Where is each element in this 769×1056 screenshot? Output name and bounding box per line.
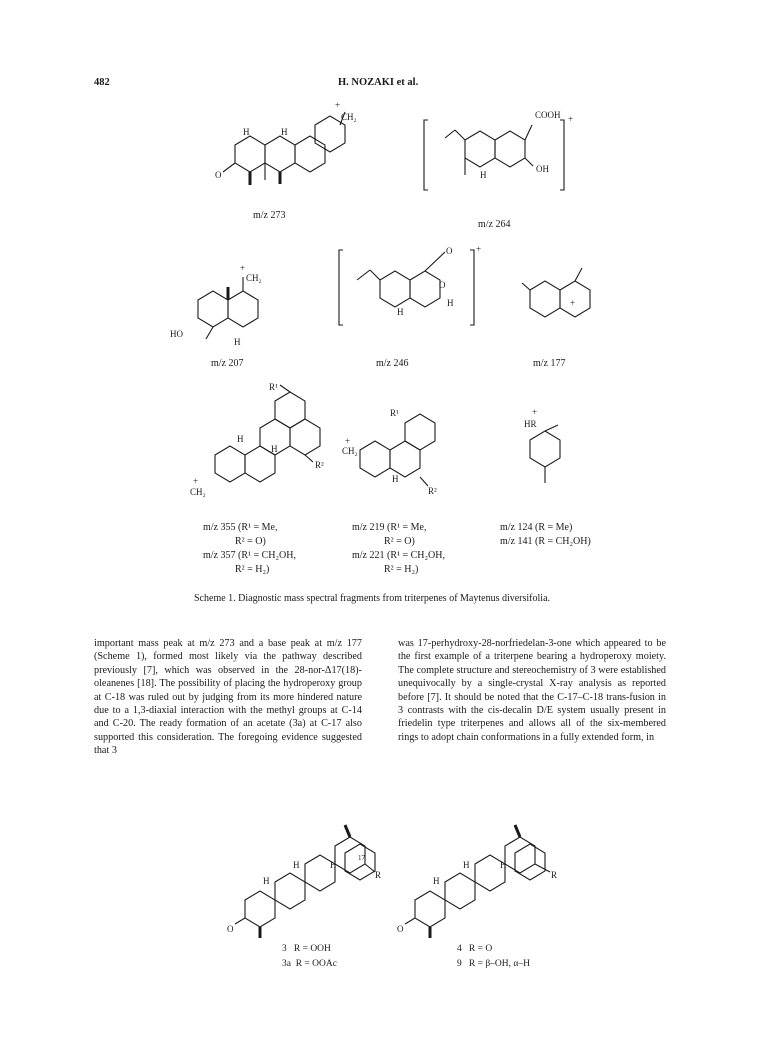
- svg-text:H: H: [263, 876, 270, 886]
- svg-text:H: H: [463, 860, 470, 870]
- svg-text:+: +: [532, 407, 538, 417]
- svg-text:H: H: [392, 474, 399, 484]
- label-m357-b: R² = H₂): [235, 564, 270, 575]
- svg-text:H: H: [237, 434, 244, 444]
- label-m177: m/z 177: [533, 358, 566, 369]
- svg-text:H: H: [500, 860, 507, 870]
- label-m273: m/z 273: [253, 210, 286, 221]
- structure-m264: [420, 100, 580, 200]
- svg-text:HO: HO: [170, 329, 183, 339]
- compound-label-3a: 3a R = OOAc: [282, 959, 337, 969]
- svg-text:R: R: [551, 870, 558, 880]
- svg-text:OH: OH: [536, 164, 549, 174]
- body-right-text: was 17-perhydroxy-28-norfriedelan-3-one which appeared to be the first example of a triterpene bearing a hydroperoxy moiety. The complete structure and stereochemistry of 3 were established unequivocally by a single-crystal X-ray analysis as reported before [7]. It should be noted that the C-17–C-18 trans-fusion in 3 contrasts with the cis-decalin D/E system usually present in friedelin type triterpenes and allows all of the six-membered rings to adopt chain conformations in a fully extended form, in: [398, 638, 666, 743]
- svg-text:R²: R²: [315, 460, 324, 470]
- label-m221-a: m/z 221 (R¹ = CH₂OH,: [352, 550, 445, 561]
- compound-label-4: 4 R = O: [457, 944, 493, 954]
- svg-text:+: +: [335, 100, 341, 110]
- svg-text:COOH: COOH: [535, 110, 561, 120]
- svg-text:H: H: [293, 860, 300, 870]
- svg-text:R¹: R¹: [390, 408, 399, 418]
- svg-text:H: H: [271, 444, 278, 454]
- svg-text:O: O: [227, 924, 234, 934]
- svg-text:O: O: [397, 924, 404, 934]
- svg-text:O: O: [439, 280, 446, 290]
- svg-text:H: H: [281, 127, 288, 137]
- structure-m177: [510, 250, 610, 350]
- svg-text:H: H: [480, 170, 487, 180]
- page-number: 482: [94, 77, 110, 88]
- svg-text:CH₂: CH₂: [246, 273, 262, 283]
- label-m264: m/z 264: [478, 219, 511, 230]
- svg-text:+: +: [476, 244, 482, 254]
- label-m219-a: m/z 219 (R¹ = Me,: [352, 522, 427, 533]
- label-m141: m/z 141 (R = CH₂OH): [500, 536, 591, 547]
- running-title: H. NOZAKI et al.: [338, 77, 419, 88]
- svg-text:17: 17: [358, 854, 365, 862]
- svg-text:+: +: [240, 263, 246, 273]
- svg-text:R: R: [375, 870, 382, 880]
- label-m221-b: R² = H₂): [384, 564, 419, 575]
- svg-text:H: H: [234, 337, 241, 347]
- svg-text:H: H: [433, 876, 440, 886]
- svg-text:+: +: [345, 436, 351, 446]
- body-left-column: [94, 637, 362, 758]
- svg-text:H: H: [447, 298, 454, 308]
- svg-text:R²: R²: [428, 486, 437, 496]
- structure-compound-4: [395, 820, 565, 940]
- label-m355-b: R² = O): [235, 536, 266, 547]
- svg-text:O: O: [446, 246, 453, 256]
- svg-text:H: H: [397, 307, 404, 317]
- structure-m207: [168, 265, 288, 355]
- label-m124: m/z 124 (R = Me): [500, 522, 573, 533]
- body-left-text: important mass peak at m/z 273 and a base peak at m/z 177 (Scheme 1), formed most likely via the pathway described previously [7], which was observed in the 28-nor-Δ17(18)-oleanenes [18]. The possibility of placing the hydroperoxy group at C-18 was ruled out by judging from its more hindered nature due to a 1,3-diaxial interaction with the methyl groups at C-14 and C-20. The ready formation of an acetate (3a) at C-17 also supported this consideration. The foregoing evidence suggested that 3: [94, 638, 362, 757]
- svg-text:H: H: [330, 860, 337, 870]
- structure-compound-3: [225, 820, 385, 940]
- svg-text:+: +: [570, 298, 576, 308]
- label-m357-a: m/z 357 (R¹ = CH₂OH,: [203, 550, 296, 561]
- structure-m124: [510, 405, 590, 500]
- label-m355-a: m/z 355 (R¹ = Me,: [203, 522, 278, 533]
- structure-m355: [185, 380, 345, 510]
- label-m207: m/z 207: [211, 358, 244, 369]
- svg-text:CH₂: CH₂: [190, 487, 206, 497]
- svg-text:H: H: [243, 127, 250, 137]
- scheme-caption: Scheme 1. Diagnostic mass spectral fragments from triterpenes of Maytenus diversifolia.: [194, 593, 551, 604]
- svg-text:CH₂: CH₂: [341, 112, 357, 122]
- compound-label-3: 3 R = OOH: [282, 944, 331, 954]
- structure-m246: [335, 240, 485, 340]
- svg-text:+: +: [193, 476, 199, 486]
- structure-m219: [340, 410, 460, 510]
- svg-text:CH₂: CH₂: [342, 446, 358, 456]
- body-right-column: [398, 637, 666, 744]
- svg-text:+: +: [568, 114, 574, 124]
- structure-m273: [195, 100, 355, 210]
- oxygen-label: O: [215, 170, 222, 180]
- label-m246: m/z 246: [376, 358, 409, 369]
- compound-label-9: 9 R = β–OH, α–H: [457, 959, 530, 969]
- svg-text:R¹: R¹: [269, 382, 278, 392]
- svg-text:HR: HR: [524, 419, 537, 429]
- label-m219-b: R² = O): [384, 536, 415, 547]
